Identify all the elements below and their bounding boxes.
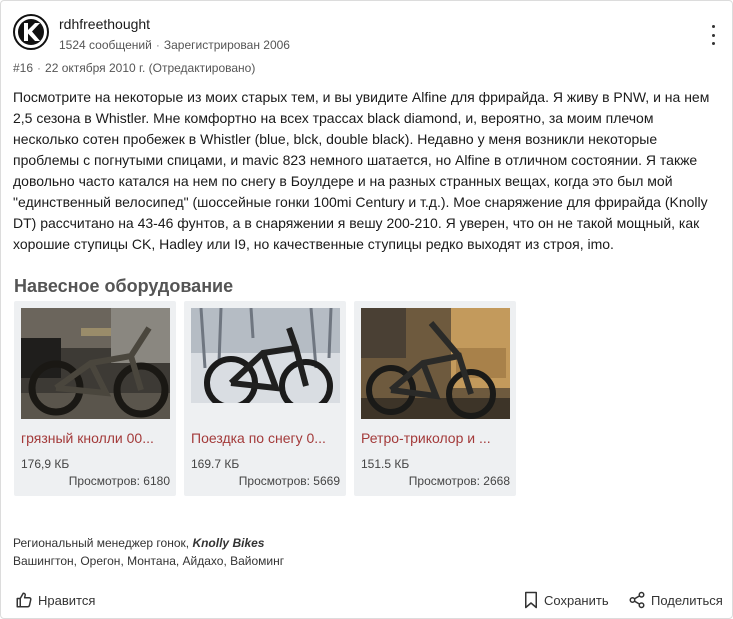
post-info [13,61,255,75]
thumbs-up-icon [15,591,33,609]
attachment-card[interactable] [184,301,346,496]
share-button[interactable] [628,591,723,609]
post-date: 22 октября 2010 г. (Отредактировано) [45,61,256,75]
attachment-thumbnail[interactable] [21,308,170,419]
share-label: Поделиться [651,592,723,608]
bookmark-icon [523,591,539,609]
dot-icon [712,42,715,45]
username-link[interactable]: rdhfreethought [59,16,151,32]
attachment-size: 176,9 КБ [21,457,70,471]
signature-regions: Вашингтон, Орегон, Монтана, Айдахо, Вайоминг [13,554,285,568]
attachment-title[interactable]: Ретро-триколор и ... [361,430,491,446]
post-number-link[interactable]: #16 [13,61,34,75]
attachment-title[interactable]: грязный кнолли 00... [21,430,154,446]
message-count: 1524 сообщений [59,38,152,52]
separator-dot: · [155,38,160,52]
share-icon [628,591,646,609]
signature-company: Knolly Bikes [192,536,265,550]
save-button[interactable] [523,591,609,609]
attachment-size: 151.5 КБ [361,457,410,471]
signature-role-text: Региональный менеджер гонок, [13,536,190,550]
attachment-title[interactable]: Поездка по снегу 0... [191,430,326,446]
attachments-heading: Навесное оборудование [14,276,234,296]
post-body: Посмотрите на некоторые из моих старых тем, и вы увидите Alfine для фрирайда. Я живу в PNW, и на нем 2,5 сезона в Whistler. Мне комфортно на всех трассах black diamond, и, вероятно, за моим плечом несколько сотен пробежек в Whistler (blue, blck, double black). Недавно у меня возникли некоторые проблемы с погнутыми спицами, и mavic 823 немного шатается, но Alfine в отличном состоянии. Я также довольно часто катался на нем по снегу в Боулдере и на разных странных вещах, когда это был мой "единственный велосипед" (шоссейные гонки 100mi Century и т.д.). Мое снаряжение для фрирайда (Knolly DT) рассчитано на 43-46 фунтов, а в снаряжении я вешу 200-210. Я уверен, что он не такой мощный, как хорошие ступицы CK, Hadley или I9, но качественные ступицы редко выходят из строя, imo. [13,89,710,252]
signature-role [13,536,264,550]
attachment-card[interactable] [14,301,176,496]
separator-dot: · [37,61,42,75]
attachment-views: Просмотров: 2668 [408,474,510,488]
save-label: Сохранить [544,592,609,608]
attachments-list [14,301,516,496]
like-label: Нравится [38,592,96,608]
like-button[interactable] [15,591,95,609]
attachment-size: 169.7 КБ [191,457,240,471]
dot-icon [712,34,715,37]
registration-date: Зарегистрирован 2006 [163,38,290,52]
more-options-button[interactable] [708,25,718,45]
attachment-views: Просмотров: 5669 [238,474,340,488]
attachment-views: Просмотров: 6180 [68,474,170,488]
knolly-logo-icon [13,14,49,50]
attachment-thumbnail[interactable] [191,308,340,419]
dot-icon [712,25,715,28]
user-avatar[interactable] [13,14,49,50]
attachment-thumbnail[interactable] [361,308,510,419]
user-meta [59,38,290,52]
attachment-card[interactable] [354,301,516,496]
